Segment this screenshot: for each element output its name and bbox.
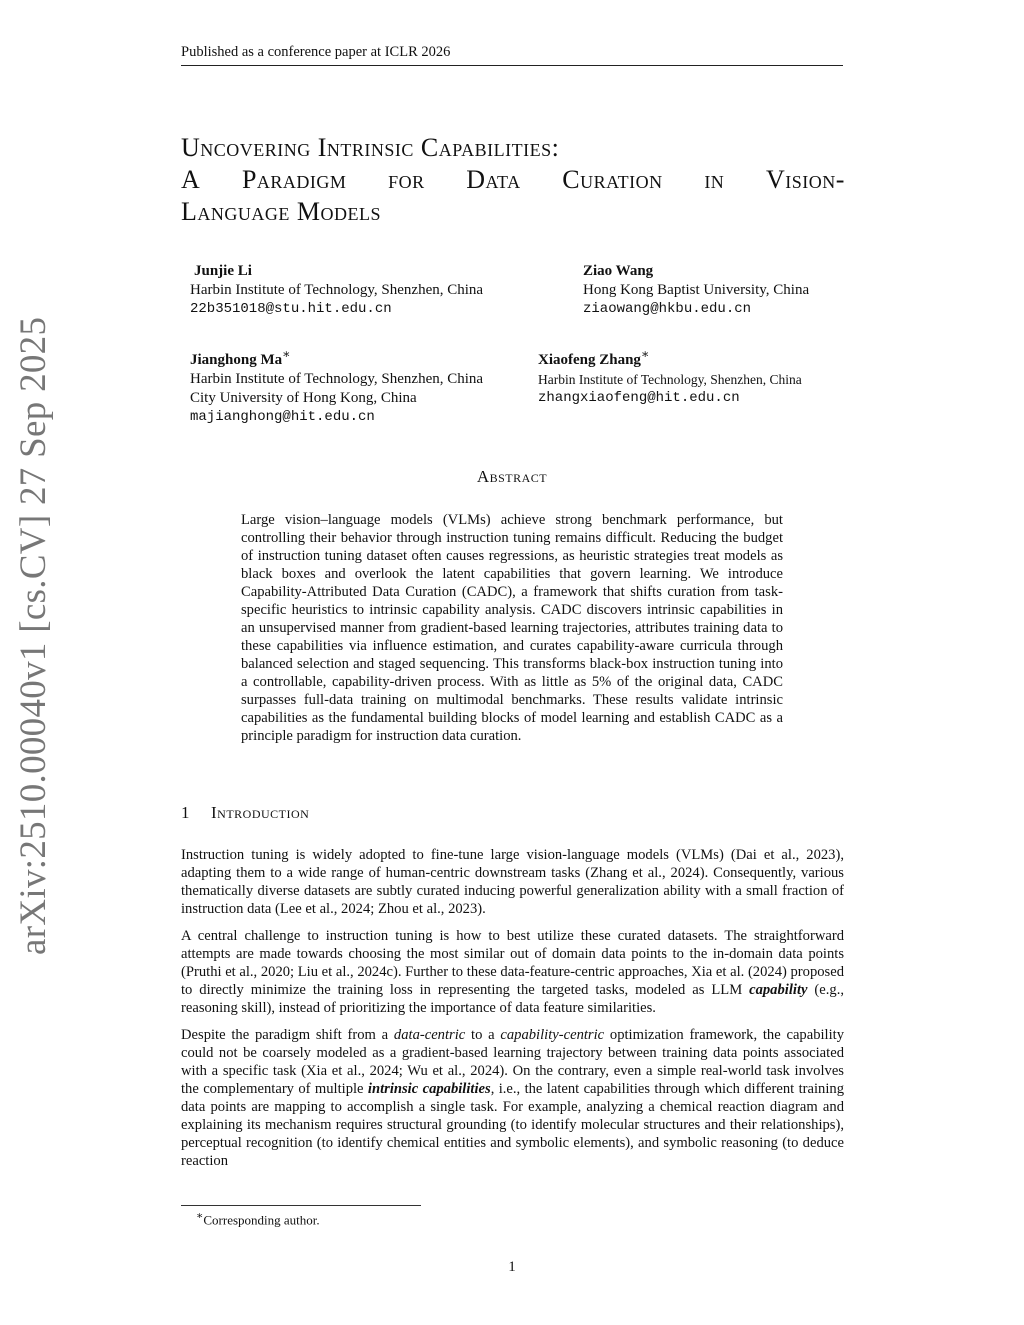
paragraph — [181, 1026, 844, 1170]
title-word: A — [181, 165, 201, 194]
emphasis: capability — [749, 982, 808, 998]
author-email[interactable]: 22b351018@stu.hit.edu.cn — [190, 301, 392, 317]
corresponding-marker: ∗ — [640, 347, 650, 361]
footnote-marker: ∗ — [196, 1210, 204, 1222]
emphasis: intrinsic capabilities — [367, 1081, 491, 1097]
author-email[interactable]: majianghong@hit.edu.cn — [190, 409, 375, 425]
title-word: Paradigm — [241, 165, 347, 194]
title-word: for — [388, 165, 425, 194]
author-affiliation: City University of Hong Kong, China — [190, 390, 417, 406]
emphasis: capability-centric — [500, 1027, 605, 1043]
footnote-divider — [181, 1205, 421, 1206]
arxiv-stamp: arXiv:2510.00040v1 [cs.CV] 27 Sep 2025 — [13, 316, 54, 955]
author-affiliation: Harbin Institute of Technology, Shenzhen, China — [538, 372, 802, 387]
author-name-line — [538, 345, 802, 370]
title-word: Data — [466, 165, 521, 194]
intro-body — [181, 846, 844, 1179]
emphasis: data-centric — [393, 1027, 466, 1043]
paragraph: Instruction tuning is widely adopted to fine-tune large vision-language models (VLMs) (Dai et al., 2023), adapting them to a wide range of human-centric downstream tasks (Zhang et al., 2024). Consequently, various thematically diverse datasets are subtly curated inducing powerful generalization ability with a small fraction of instruction data (Lee et al., 2024; Zhou et al., 2023). — [181, 847, 844, 917]
footnote — [196, 1209, 320, 1228]
author-name: Xiaofeng Zhang — [538, 352, 641, 368]
author-name: Junjie Li — [194, 263, 252, 279]
title-line-3: Language Models — [181, 197, 381, 226]
author-email[interactable]: zhangxiaofeng@hit.edu.cn — [538, 390, 740, 406]
paper-title — [181, 132, 845, 228]
abstract-text: Large vision–language models (VLMs) achieve strong benchmark performance, but controlling their behavior through instruction tuning remains difficult. Reducing the budget of instruction tuning dataset often causes regressions, as heuristic strategies treat models as black boxes and overlook the latent capabilities that govern learning. We introduce Capability-Attributed Data Curation (CADC), a framework that shifts curation from task-specific heuristics to intrinsic capability analysis. CADC discovers intrinsic capabilities in an unsupervised manner from gradient-based learning trajectories, attributes training data to these capabilities via influence estimation, and curates capability-aware curricula through balanced selection and staged sequencing. This transforms black-box instruction tuning into a controllable, capability-driven process. With as little as 5% of the original data, CADC surpasses full-data training on multimodal benchmarks. These results validate intrinsic capabilities as the fundamental building blocks of model learning and establish CADC as a principle paradigm for instruction data curation. — [241, 512, 783, 744]
text-run: , i.e., the latent capabilities through which different training data points are mapping to accomplish a single task. For example, analyzing a chemical reaction diagram and explaining its mechanism requires structural grounding (to identify molecular structures and their relationships), perceptual recognition (to identify chemical entities and symbolic elements), and symbolic reasoning (to deduce reaction — [181, 1081, 844, 1169]
text-run: optimization framework, the capability could not be coarsely modeled as a gradient-based learning trajectory between training data points associated with a specific task (Xia et al., 2024; Wu et al., 2024). On the contrary, even a simple real-world task involves the complementary of multiple — [181, 1027, 845, 1097]
section-heading — [181, 803, 309, 823]
corresponding-marker: ∗ — [282, 347, 291, 361]
text-run: (e.g., reasoning skill), instead of prioritizing the importance of data feature similarities. — [181, 982, 844, 1016]
text-run: A central challenge to instruction tuning is how to best utilize these curated datasets. The straightforward attempts are made towards choosing the most similar out of domain data points to the in-domain data points (Pruthi et al., 2020; Liu et al., 2024c). Further to these data-feature-centric approaches, Xia et al. (2024) proposed to directly minimize the training loss in representing the targeted tasks, modeled as LLM — [181, 928, 844, 998]
section-title: Introduction — [211, 803, 310, 822]
abstract-heading: Abstract — [476, 467, 548, 486]
title-word: Vision- — [765, 165, 845, 194]
title-word: Curation — [562, 165, 663, 194]
running-header: Published as a conference paper at ICLR 2026 — [181, 44, 843, 66]
author-name: Ziao Wang — [583, 263, 654, 279]
author-block-4 — [538, 345, 802, 408]
text-run: to a — [465, 1027, 501, 1043]
section-number: 1 — [181, 803, 190, 822]
author-email[interactable]: ziaowang@hkbu.edu.cn — [583, 301, 752, 317]
author-block-3 — [190, 345, 483, 427]
author-affiliation: Hong Kong Baptist University, China — [583, 282, 810, 298]
title-line-1: Uncovering Intrinsic Capabilities: — [181, 133, 560, 162]
footnote-text: Corresponding author. — [203, 1212, 320, 1228]
paragraph — [181, 927, 844, 1017]
author-block-1 — [190, 262, 484, 319]
author-name-line — [190, 345, 483, 370]
author-block-2 — [583, 262, 809, 319]
author-affiliation: Harbin Institute of Technology, Shenzhen, China — [190, 282, 484, 298]
author-affiliation: Harbin Institute of Technology, Shenzhen, China — [190, 371, 484, 387]
title-line-2 — [181, 164, 845, 196]
text-run: Despite the paradigm shift from a — [181, 1027, 394, 1043]
author-name: Jianghong Ma — [190, 352, 283, 368]
page-number: 1 — [508, 1259, 516, 1275]
title-word: in — [704, 165, 725, 194]
